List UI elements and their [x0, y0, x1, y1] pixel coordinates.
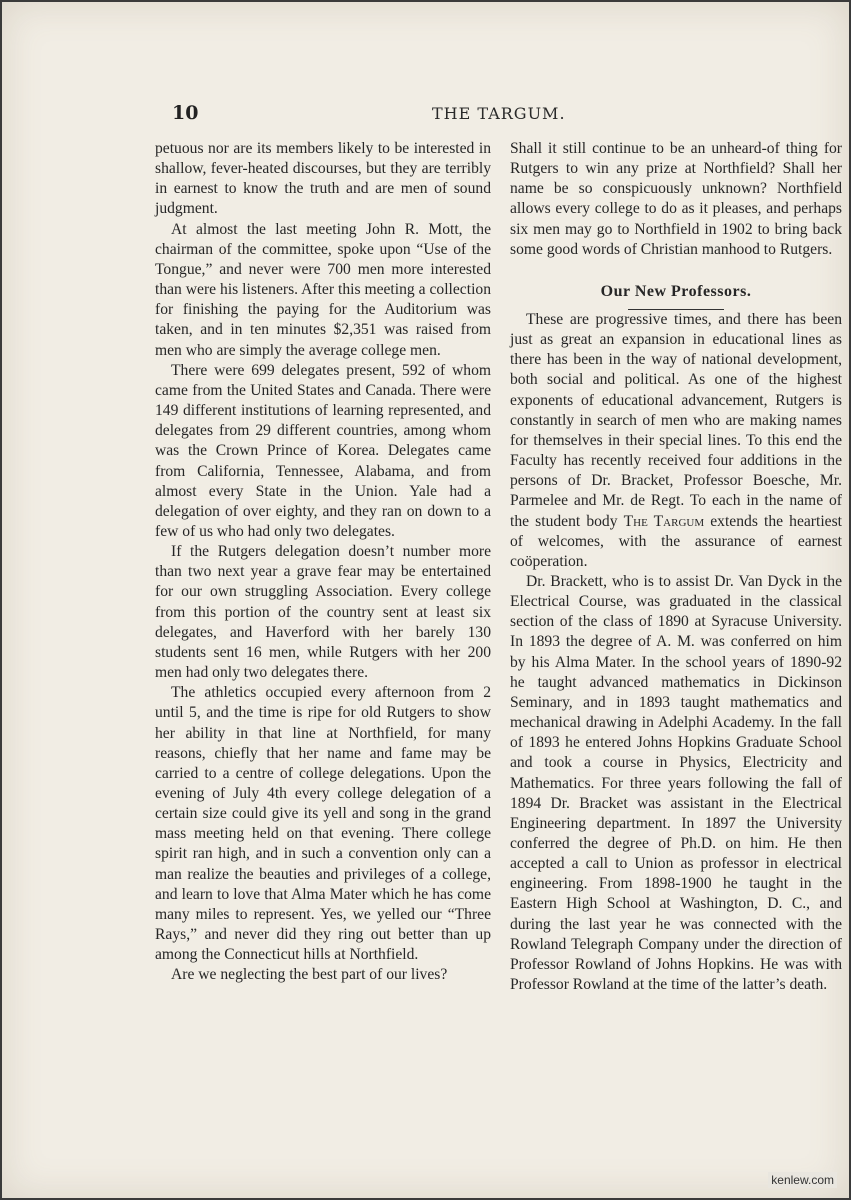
paragraph-question: Are we neglecting the best part of our lives?	[171, 966, 448, 984]
page-header	[2, 102, 849, 126]
running-title: THE TARGUM.	[432, 104, 566, 123]
paragraph-delegates: There were 699 delegates present, 592 of whom came from the United States and Canada. There were 149 different institutions of learning represented, and delegates from 29 different countries, among whom was the Crown Prince of Korea. Delegates came from California, Tennessee, Alabama, and from almost every State in the Union. Yale had a delegation of over eighty, and they ran on down to a few of us who had only two delegates.	[155, 361, 491, 540]
right-column	[510, 139, 842, 995]
paragraph-mott-meeting: At almost the last meeting John R. Mott, the chairman of the committee, spoke upon “Use of the Tongue,” and never were 700 men more interested than were his listeners. After this meeting a collection for finishing the paying for the Auditorium was taken, and in ten minutes $2,351 was raised from men who are simply the average college men.	[155, 220, 491, 359]
paragraph-athletics: The athletics occupied every afternoon from 2 until 5, and the time is ripe for old Rutgers to show her ability in that line at Northfield, for many reasons, chiefly that her name and fame may be carried to a centre of college delegations. Upon the evening of July 4th every college delegation of a certain size could give its yell and song in the grand mass meeting held on that evening. There college spirit ran high, and in such a convention only can a man realize the beauties and privileges of a college, and learn to love that Alma Mater which he has come many miles to represent. Yes, we yelled our “Three Rays,” and never did they ring out better than up among the Connecticut hills at Northfield.	[155, 684, 491, 964]
paragraph-northfield-prize: Shall it still continue to be an unheard-of thing for Rutgers to win any prize at Northfield? Shall her name be so conspicuously unknown? Northfield allows every college to do as it pleases, and perhaps six men may go to Northfield in 1902 to bring back some good words of Christian manhood to Rutgers.	[510, 140, 842, 258]
left-column	[155, 139, 491, 986]
section-title: Our New Professors.	[600, 282, 752, 300]
paragraph-rutgers-delegation: If the Rutgers delegation doesn’t number more than two next year a grave fear may be entertained for our own struggling Association. Every college from this portion of the country sent at least six delegates, and Haverford with her barely 130 students sent 16 men, while Rutgers with her 200 men had only two delegates there.	[155, 543, 491, 682]
page-number: 10	[172, 102, 199, 124]
scanned-page	[2, 2, 849, 1198]
paragraph-progressive-text: These are progressive times, and there has been just as great an expansion in educational lines as there has been in the way of national development, both social and political. As one of the highest exponents of educational advancement, Rutgers is constantly in search of men who are making names for themselves in their special lines. To this end the Faculty has recently received four additions in the persons of Dr. Bracket, Professor Boesche, Mr. Parmelee and Mr. de Regt. To each in the name of the student body	[510, 310, 842, 530]
site-watermark: kenlew.com	[768, 1172, 837, 1188]
paragraph-dr-brackett: Dr. Brackett, who is to assist Dr. Van Dyck in the Electrical Course, was graduated in the classical section of the class of 1890 at Syracuse University. In 1893 the degree of A. M. was conferred on him by his Alma Mater. In the school years of 1890-92 he taught advanced mathematics in Dickinson Seminary, and in 1893 taught mathematics and mechanical drawing in Adelphi Academy. In the fall of 1893 he entered Johns Hopkins Graduate School and took a course in Physics, Electricity and Mathematics. For three years following the fall of 1894 Dr. Bracket was assistant in the Electrical Engineering department. In 1897 the University conferred the degree of Ph.D. on him. He then accepted a call to Union as professor in electrical engineering. From 1898-1900 he taught in the Eastern High School at Washington, D. C., and during the last year he was connected with the Rowland Telegraph Company under the direction of Professor Rowland of Johns Hopkins. He was with Professor Rowland at the time of the latter’s death.	[510, 572, 842, 994]
paragraph-welcome-text: extends the heartiest of welcomes, with the assurance of earnest coöperation.	[510, 512, 842, 570]
paragraph-continued: petuous nor are its members likely to be interested in shallow, fever-heated discourses, but they are terribly in earnest to know the truth and are men of sound judgment.	[155, 140, 491, 218]
publication-name: The Targum	[623, 512, 705, 530]
paragraph-progressive-times	[510, 310, 842, 572]
